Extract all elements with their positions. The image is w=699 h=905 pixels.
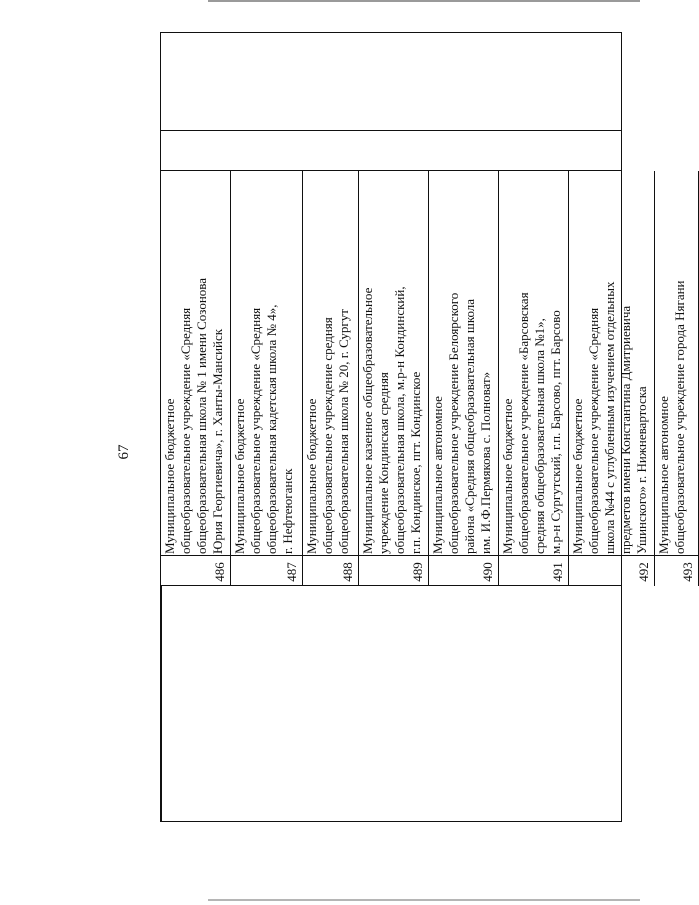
- table-row: [569, 171, 655, 586]
- school-name-line: общеобразовательное учреждение Белоярского: [446, 292, 461, 554]
- school-name-line: Муниципальное бюджетное: [232, 398, 247, 554]
- school-name-line: Муниципальное казенное общеобразовательное: [360, 287, 375, 554]
- school-name-line: им. И.Ф.Пермякова с. Полноват»: [478, 371, 493, 554]
- school-name-line: г. Нефтеюганск: [280, 468, 295, 554]
- number-column-divider: [359, 555, 428, 556]
- table-row: [655, 171, 699, 586]
- school-name: [162, 173, 226, 554]
- school-name-line: Муниципальное бюджетное: [500, 398, 515, 554]
- school-name: [430, 173, 494, 554]
- number-column-divider: [569, 555, 654, 556]
- row-number: 488: [340, 562, 355, 582]
- row-number: 487: [284, 562, 299, 582]
- school-name-line: Муниципальное бюджетное: [304, 398, 319, 554]
- school-name: [360, 173, 424, 554]
- school-name-line: школа №44 с углубленным изучением отдельных: [602, 281, 617, 554]
- school-name-line: общеобразовательная школа № 20, г. Сургут: [336, 309, 351, 554]
- table-row: [429, 171, 499, 586]
- school-name-line: средняя общеобразовательная школа №1»,: [532, 318, 547, 554]
- number-column-divider: [161, 555, 230, 556]
- school-name: [500, 173, 564, 554]
- school-name-line: района «Средняя общеобразовательная школа: [462, 298, 477, 554]
- row-number: 489: [410, 562, 425, 582]
- school-name-line: общеобразовательное учреждение «Средняя: [586, 307, 601, 554]
- table-row: [359, 171, 429, 586]
- school-name-line: общеобразовательная школа, м.р-н Кондинский,: [392, 286, 407, 554]
- school-name-line: общеобразовательное учреждение города Нягани: [672, 280, 687, 554]
- school-name: [232, 173, 296, 554]
- school-name-line: Ушинского» г. Нижневартоска: [634, 386, 649, 554]
- number-column-divider: [303, 555, 358, 556]
- column-divider: [161, 130, 621, 131]
- table-row: [499, 171, 569, 586]
- row-number: 492: [636, 562, 651, 582]
- school-name-line: г.п. Кондинское, пгт. Кондинское: [408, 371, 423, 554]
- school-name-line: Муниципальное бюджетное: [570, 398, 585, 554]
- row-divider: [161, 586, 162, 821]
- school-name-line: общеобразовательное учреждение средняя: [320, 317, 335, 554]
- table-row: [161, 171, 231, 586]
- table-row: [303, 171, 359, 586]
- school-name: [304, 173, 352, 554]
- school-name-line: учреждение Кондинская средняя: [376, 372, 391, 554]
- school-name-line: Муниципальное автономное: [430, 396, 445, 554]
- row-number: 490: [480, 562, 495, 582]
- school-name-line: общеобразовательное учреждение «Барсовская: [516, 292, 531, 554]
- row-number: 491: [550, 562, 565, 582]
- scan-edge-top: [208, 0, 640, 2]
- schools-table: [160, 32, 695, 822]
- school-name: [656, 173, 688, 554]
- school-name-line: общеобразовательная кадетская школа № 4»,: [264, 304, 279, 554]
- number-column-divider: [655, 555, 698, 556]
- school-name-line: общеобразовательное учреждение «Средняя: [178, 307, 193, 554]
- row-number: 486: [212, 562, 227, 582]
- number-column-divider: [231, 555, 302, 556]
- page-number: 67: [116, 444, 132, 460]
- school-name-line: Юрия Георгиевича», г. Ханты-Мансийск: [210, 328, 225, 554]
- school-name-line: Муниципальное автономное: [656, 396, 671, 554]
- school-name-line: Муниципальное бюджетное: [162, 398, 177, 554]
- school-name-line: общеобразовательная школа № 1 имени Созонова: [194, 277, 209, 554]
- number-column-divider: [429, 555, 498, 556]
- school-name: [570, 173, 650, 554]
- school-name-line: предметов имени Константина Дмитриевича: [618, 305, 633, 554]
- rows-container: [161, 171, 695, 586]
- school-name-line: общеобразовательное учреждение «Средняя: [248, 307, 263, 554]
- table-row: [231, 171, 303, 586]
- rotated-document-page: [60, 52, 695, 852]
- scan-edge-bottom: [208, 899, 640, 901]
- row-number: 493: [680, 562, 695, 582]
- school-name-line: м.р-н Сургутский, г.п. Барсово, пгт. Барсово: [548, 310, 563, 554]
- number-column-divider: [499, 555, 568, 556]
